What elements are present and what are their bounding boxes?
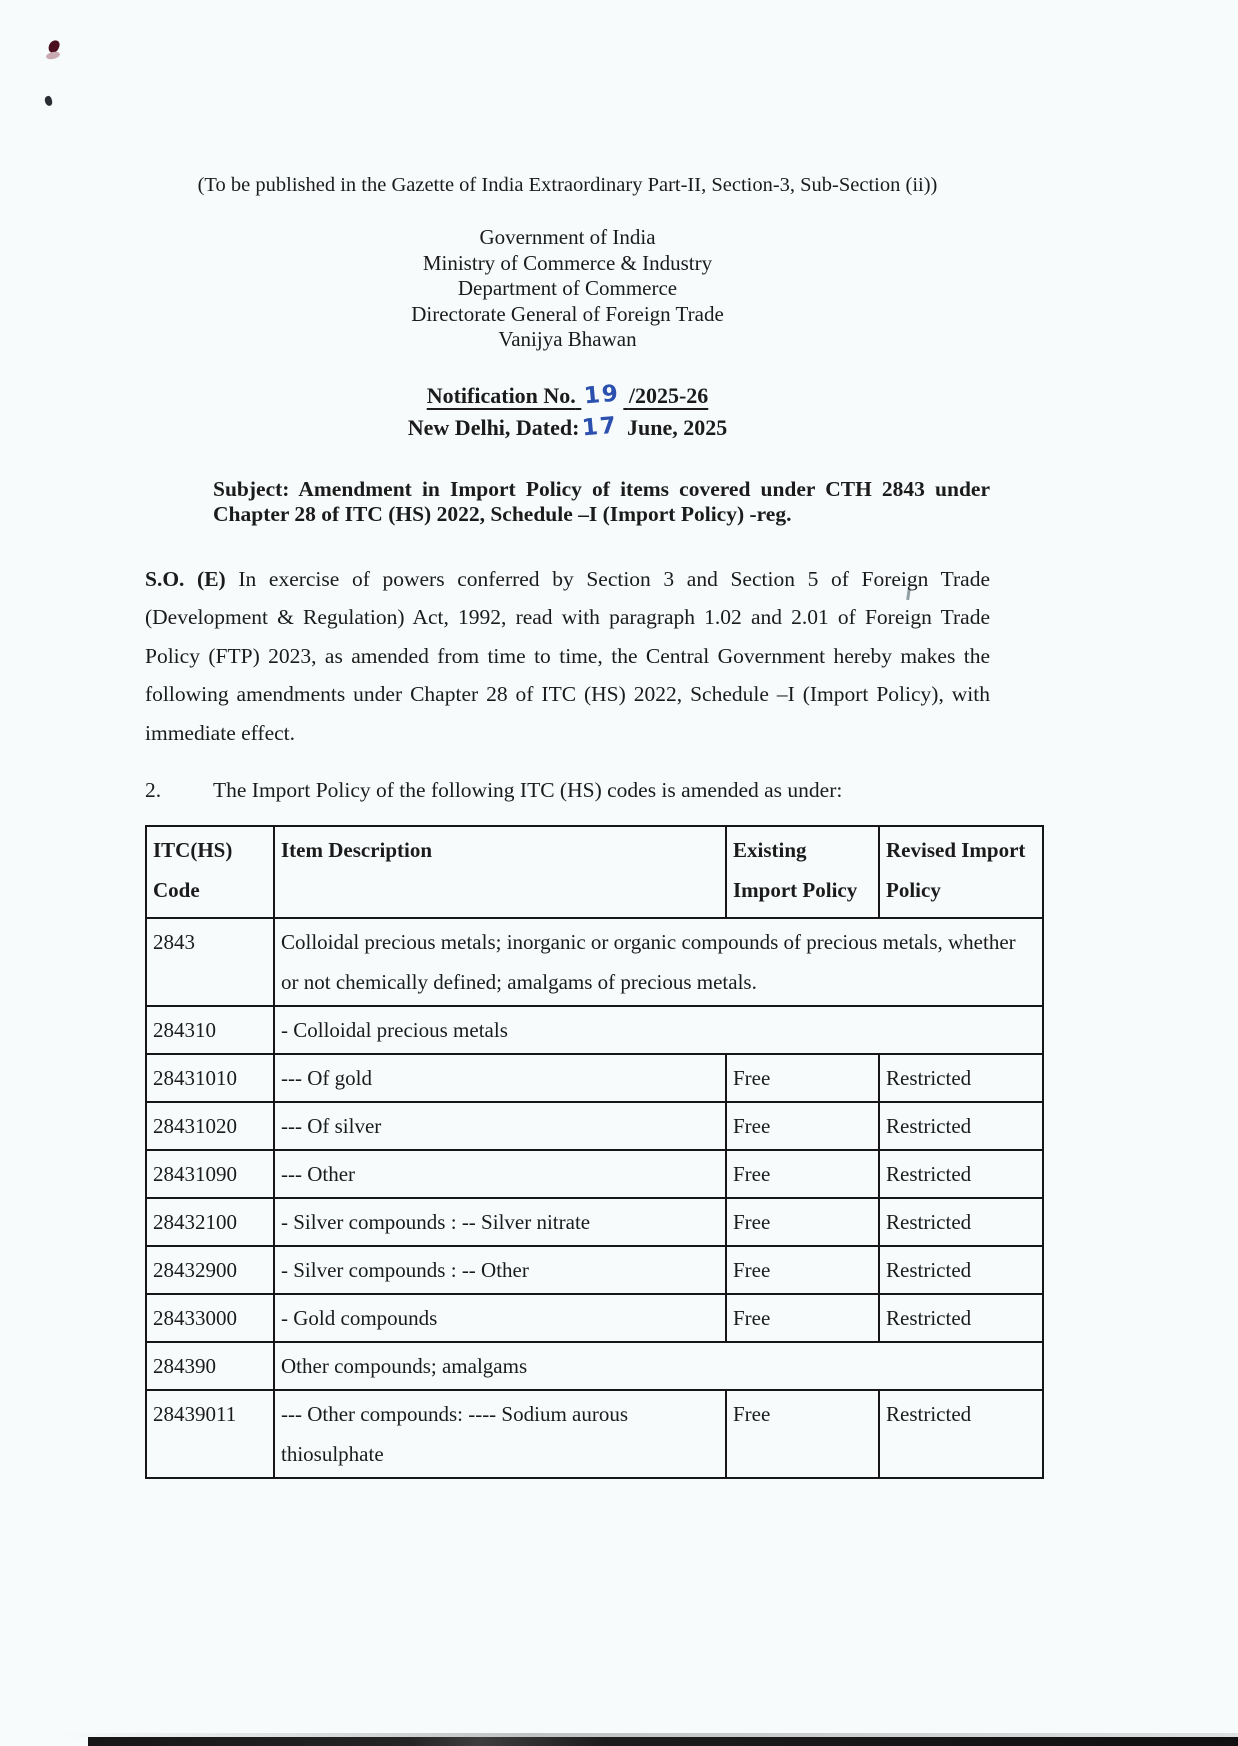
itc-hs-code-cell: 284310 (146, 1006, 274, 1054)
header-item-description: Item Description (274, 826, 726, 918)
header-revised-import-policy: Revised Import Policy (879, 826, 1043, 918)
import-policy-table (145, 825, 1044, 1479)
organisation-block (145, 225, 990, 353)
dateline-prefix: New Delhi, Dated: (407, 414, 580, 440)
handwritten-date-number: 17 (581, 411, 620, 442)
revised-import-policy-cell: Restricted (879, 1198, 1043, 1246)
existing-import-policy-cell: Free (726, 1102, 879, 1150)
notification-number-line (145, 379, 990, 410)
org-line-government: Government of India (479, 225, 656, 249)
statutory-order-paragraph (145, 560, 990, 753)
table-row (146, 1342, 1043, 1390)
itc-hs-code-cell: 28433000 (146, 1294, 274, 1342)
org-line-ministry: Ministry of Commerce & Industry (422, 250, 713, 275)
table-row (146, 1246, 1043, 1294)
table-row (146, 1006, 1043, 1054)
itc-hs-code-cell: 28439011 (146, 1390, 274, 1478)
table-header-row (146, 826, 1043, 918)
item-description-cell: --- Of silver (274, 1102, 726, 1150)
existing-import-policy-cell: Free (726, 1390, 879, 1478)
notification-underlined-text (426, 379, 709, 410)
existing-import-policy-cell: Free (726, 1294, 879, 1342)
itc-hs-code-cell: 28432100 (146, 1198, 274, 1246)
notification-suffix: /2025-26 (628, 382, 709, 408)
itc-hs-code-cell: 28432900 (146, 1246, 274, 1294)
item-description-cell: --- Other (274, 1150, 726, 1198)
itc-hs-code-cell: 28431010 (146, 1054, 274, 1102)
subject-line: Subject: Amendment in Import Policy of items covered under CTH 2843 under Chapter 28 of ITC (HS) 2022, Schedule –I (Import Policy) -reg. (213, 476, 990, 526)
item-description-cell: --- Of gold (274, 1054, 726, 1102)
table-row (146, 918, 1043, 1006)
dateline-suffix: June, 2025 (626, 414, 728, 440)
gazette-publication-line: (To be published in the Gazette of India Extraordinary Part-II, Section-3, Sub-Section (ii)) (197, 174, 938, 196)
itc-hs-code-cell: 284390 (146, 1342, 274, 1390)
notification-prefix: Notification No. (426, 382, 576, 408)
so-label: S.O. (E) (145, 566, 226, 591)
existing-import-policy-cell: Free (726, 1246, 879, 1294)
dateline (145, 411, 990, 442)
org-line-directorate: Directorate General of Foreign Trade (411, 301, 724, 326)
existing-import-policy-cell: Free (726, 1198, 879, 1246)
so-body-text: In exercise of powers conferred by Section 3 and Section 5 of Foreign Trade (Development & Regulation) Act, 1992, read with paragraph 1.02 and 2.01 of Foreign Trade Policy (FTP) 2023, as amended from time to time, the Central Government hereby makes the following amendments under Chapter 28 of ITC (HS) 2022, Schedule –I (Import Policy), with immediate effect. (145, 566, 991, 745)
table-row (146, 1198, 1043, 1246)
item-description-cell: - Silver compounds : -- Other (274, 1246, 726, 1294)
ink-smudge-icon (45, 51, 60, 61)
table-row (146, 1102, 1043, 1150)
item-description-cell: Other compounds; amalgams (274, 1342, 1043, 1390)
policy-table-header (146, 826, 1043, 918)
paragraph-2-number: 2. (145, 778, 162, 802)
item-description-cell: --- Other compounds: ---- Sodium aurous thiosulphate (274, 1390, 726, 1478)
revised-import-policy-cell: Restricted (879, 1246, 1043, 1294)
table-row (146, 1150, 1043, 1198)
item-description-cell: - Colloidal precious metals (274, 1006, 1043, 1054)
paragraph-2 (145, 778, 990, 803)
document-content (145, 0, 1026, 1479)
itc-hs-code-cell: 28431090 (146, 1150, 274, 1198)
item-description-cell: Colloidal precious metals; inorganic or organic compounds of precious metals, whether or not chemically defined; amalgams of precious metals. (274, 918, 1043, 1006)
revised-import-policy-cell: Restricted (879, 1294, 1043, 1342)
itc-hs-code-cell: 28431020 (146, 1102, 274, 1150)
existing-import-policy-cell: Free (726, 1054, 879, 1102)
revised-import-policy-cell: Restricted (879, 1150, 1043, 1198)
item-description-cell: - Silver compounds : -- Silver nitrate (274, 1198, 726, 1246)
existing-import-policy-cell: Free (726, 1150, 879, 1198)
org-line-building: Vanijya Bhawan (498, 327, 637, 351)
table-row (146, 1294, 1043, 1342)
header-itc-hs-code: ITC(HS) Code (146, 826, 274, 918)
header-existing-import-policy: Existing Import Policy (726, 826, 879, 918)
paragraph-2-text: The Import Policy of the following ITC (HS) codes is amended as under: (213, 778, 843, 802)
revised-import-policy-cell: Restricted (879, 1054, 1043, 1102)
revised-import-policy-cell: Restricted (879, 1102, 1043, 1150)
table-row (146, 1054, 1043, 1102)
itc-hs-code-cell: 2843 (146, 918, 274, 1006)
revised-import-policy-cell: Restricted (879, 1390, 1043, 1478)
table-row (146, 1390, 1043, 1478)
org-line-department: Department of Commerce (457, 276, 678, 300)
handwritten-notification-number: 19 (583, 379, 622, 410)
scan-edge-strip (88, 1737, 1238, 1746)
item-description-cell: - Gold compounds (274, 1294, 726, 1342)
policy-table-body (146, 918, 1043, 1478)
ink-speck-icon (44, 95, 53, 106)
